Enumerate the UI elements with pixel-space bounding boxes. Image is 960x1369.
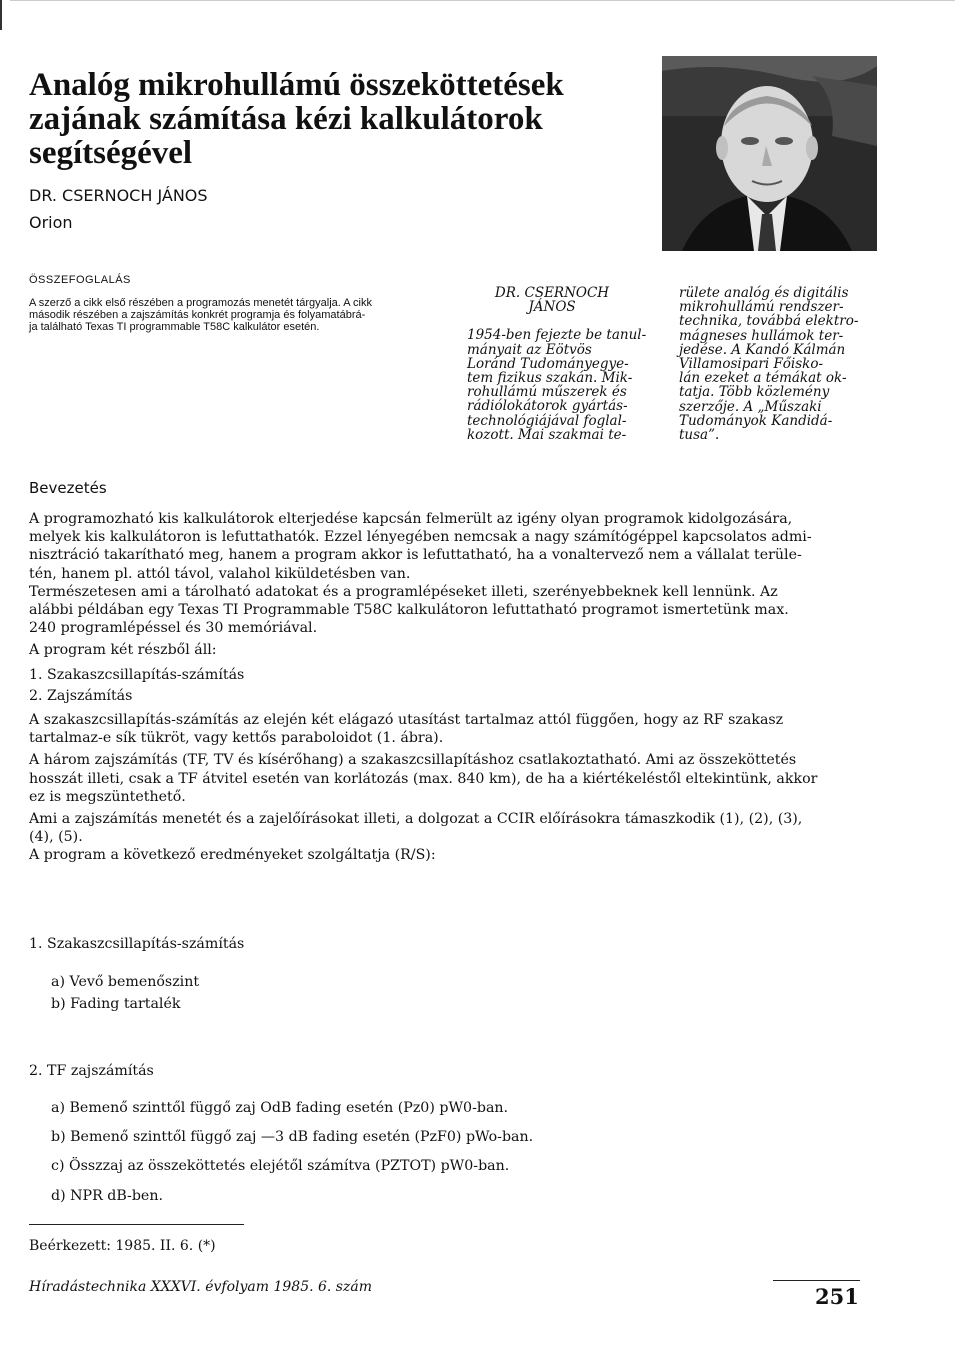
page-number-rule <box>773 1280 860 1281</box>
bio-line: mágneses hullámok ter- <box>679 327 844 344</box>
bio-line: tem fizikus szakán. Mik- <box>467 370 633 387</box>
bio-line: szerzője. A „Műszaki <box>679 398 822 415</box>
text-line: Ami a zajszámítás menetét és a zajelőírásokat illeti, a dolgozat a CCIR előírásokra támaszkodik (1), (2), (3), <box>29 811 803 828</box>
text-line: A programozható kis kalkulátorok elterjedése kapcsán felmerült az igény olyan programok kidolgozására, <box>29 511 793 527</box>
text-line: A szakaszcsillapítás-számítás az elején két elágazó utasítást tartalmaz attól függően, hogy az RF szakasz <box>29 712 784 729</box>
section-1-item: a) Vevő bemenőszint <box>51 974 200 990</box>
bio-line: rohullámú műszerek és <box>467 384 627 401</box>
paragraph <box>29 810 889 846</box>
list-item <box>29 687 889 705</box>
section-2-item: b) Bemenő szinttől függő zaj —3 dB fading esetén (PzF0) pWo-ban. <box>51 1129 534 1145</box>
summary-text <box>29 297 449 333</box>
bio-line: tatja. Több közlemény <box>679 384 830 401</box>
bio-line: Loránd Tudományegye- <box>467 355 629 372</box>
received-date: Beérkezett: 1985. II. 6. (*) <box>29 1238 216 1254</box>
bio-line <box>467 314 637 328</box>
section-1-item: b) Fading tartalék <box>51 996 181 1012</box>
list-item <box>29 666 889 684</box>
summary-line: A szerző a cikk első részében a programozás menetét tárgyalja. A cikk <box>29 297 372 309</box>
top-scan-edge <box>10 0 955 1</box>
bio-line: lán ezeket a témákat ok- <box>679 370 847 387</box>
paragraph <box>29 583 889 638</box>
author-portrait-photo <box>662 56 877 251</box>
author-name: DR. CSERNOCH JÁNOS <box>29 186 208 205</box>
text-line: Természetesen ami a tárolható adatokat és a programlépéseket illeti, szerényebbeknek kell lennünk. Az <box>29 583 778 600</box>
title-line-2: zajának számítása kézi kalkulátorok <box>29 101 543 137</box>
paragraph <box>29 846 889 864</box>
summary-heading: ÖSSZEFOGLALÁS <box>29 274 131 286</box>
bio-line: jedése. A Kandó Kálmán <box>679 341 846 358</box>
bio-line: kozott. Mai szakmai te- <box>467 426 627 443</box>
bio-line: technika, továbbá elektro- <box>679 313 859 330</box>
paragraph <box>29 641 889 659</box>
bio-line: Villamosipari Főisko- <box>679 356 824 373</box>
text-line: ez is megszüntethető. <box>29 788 186 805</box>
text-line: (4), (5). <box>29 829 83 846</box>
bio-line: rülete analóg és digitális <box>679 285 849 301</box>
text-line: melyek kis kalkulátoron is lefuttathatók. Ezzel lényegében nemcsak a nagy számítógéppel kapcsolatos admi- <box>29 529 812 546</box>
section-2-item: d) NPR dB-ben. <box>51 1188 163 1204</box>
bio-line: mikrohullámú rendszer- <box>679 299 844 316</box>
page-number: 251 <box>815 1284 859 1309</box>
author-bio-column-1 <box>467 285 647 443</box>
summary-line: második részében a zajszámítás konkrét programja és folyamatábrá- <box>29 309 366 321</box>
bio-line: mányait az Eötvös <box>467 341 592 358</box>
text-line: A program a következő eredményeket szolgáltatja (R/S): <box>29 847 436 864</box>
article-title <box>29 68 629 170</box>
section-2-item: c) Összzaj az összeköttetés elejétől számítva (PZTOT) pW0-ban. <box>51 1158 510 1174</box>
text-line: 2. Zajszámítás <box>29 687 133 704</box>
title-line-1: Analóg mikrohullámú összeköttetések <box>29 67 564 103</box>
text-line: A program két részből áll: <box>29 642 217 659</box>
paragraph <box>29 751 889 806</box>
text-line: tartalmaz-e sík tükröt, vagy kettős paraboloidot (1. ábra). <box>29 730 444 747</box>
text-line: alábbi példában egy Texas TI Programmable T58C kalkulátoron lefuttatható programot ismertetünk max. <box>29 602 789 619</box>
footnote-divider <box>29 1224 244 1225</box>
title-line-3: segítségével <box>29 135 193 171</box>
section-2-title: 2. TF zajszámítás <box>29 1063 154 1079</box>
bio-line: technológiájával foglal- <box>467 412 627 429</box>
paragraph <box>29 711 889 747</box>
section-2-item: a) Bemenő szinttől függő zaj OdB fading esetén (Pz0) pW0-ban. <box>51 1100 509 1116</box>
bio-line: rádiólokátorok gyártás- <box>467 398 628 415</box>
section-1-title: 1. Szakaszcsillapítás-számítás <box>29 936 245 952</box>
paragraph <box>29 510 889 583</box>
author-bio-column-2 <box>679 286 869 442</box>
intro-body <box>29 510 889 865</box>
bio-line: tusa”. <box>679 427 720 444</box>
text-line: 240 programlépéssel és 30 memóriával. <box>29 620 318 637</box>
text-line: nisztráció takarítható meg, hanem a program akkor is lefuttatható, ha a vonaltervező nem a vállalat terüle- <box>29 547 802 564</box>
text-line: A három zajszámítás (TF, TV és kísérőhang) a szakaszcsillapításhoz csatlakoztatható. Ami az összeköttetés <box>29 752 797 769</box>
bio-line: 1954-ben fejezte be tanul- <box>467 327 647 344</box>
text-line: 1. Szakaszcsillapítás-számítás <box>29 666 245 683</box>
portrait-image <box>662 56 877 251</box>
text-line: tén, hanem pl. attól távol, valahol kiküldetésben van. <box>29 565 411 582</box>
summary-line: ja található Texas TI programmable T58C kalkulátor esetén. <box>29 321 320 333</box>
intro-heading: Bevezetés <box>29 479 107 497</box>
author-organization: Orion <box>29 213 73 232</box>
text-line: hosszát illeti, csak a TF átvitel esetén van korlátozás (max. 840 km), de ha a kiértékeléstől eltekintünk, akkor <box>29 770 818 787</box>
bio-line: Tudományok Kandidá- <box>679 412 833 429</box>
bio-line: JÁNOS <box>528 299 576 316</box>
journal-footer: Híradástechnika XXXVI. évfolyam 1985. 6. szám <box>29 1279 372 1295</box>
left-scan-edge <box>0 0 2 30</box>
bio-line: DR. CSERNOCH <box>494 285 610 301</box>
